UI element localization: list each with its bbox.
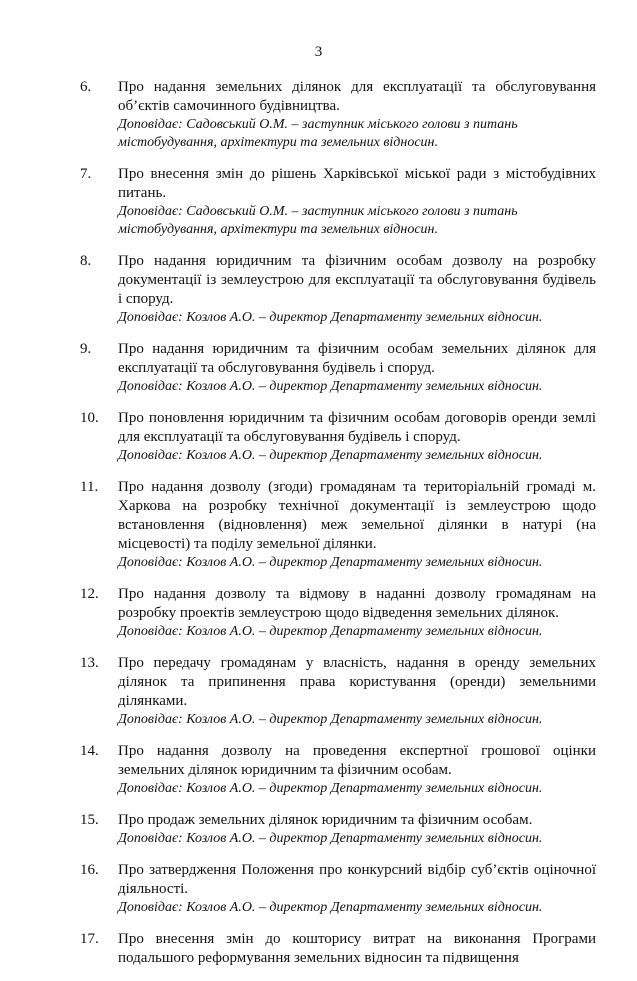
item-speaker: Доповідає: Козлов А.О. – директор Департаменту земельних відносин. (118, 712, 543, 727)
item-speaker: Доповідає: Козлов А.О. – директор Департаменту земельних відносин. (118, 379, 543, 394)
agenda-item (0, 340, 637, 396)
item-title: Про поновлення юридичним та фізичним особам договорів оренди землі для експлуатації та обслуговування будівель і споруд. (118, 410, 596, 445)
agenda-item (0, 409, 637, 465)
item-number: 10. (80, 410, 99, 426)
agenda-item (0, 742, 637, 798)
item-speaker: Доповідає: Козлов А.О. – директор Департаменту земельних відносин. (118, 310, 543, 325)
item-number: 7. (80, 166, 92, 182)
agenda-item (0, 930, 637, 968)
item-number: 11. (80, 479, 99, 495)
item-title: Про надання дозволу та відмову в наданні дозволу громадянам на розробку проектів землеустрою щодо відведення земельних ділянок. (118, 586, 596, 621)
item-speaker: Доповідає: Козлов А.О. – директор Департаменту земельних відносин. (118, 624, 543, 639)
page-number: 3 (314, 44, 323, 60)
agenda-list (0, 78, 637, 981)
item-number: 12. (80, 586, 99, 602)
item-title: Про надання земельних ділянок для експлуатації та обслуговування об’єктів самочинного будівництва. (118, 79, 596, 114)
item-title: Про надання юридичним та фізичним особам дозволу на розробку документації із землеустрою для експлуатації та обслуговування будівель і споруд. (118, 253, 596, 307)
item-number: 16. (80, 862, 99, 878)
item-speaker: Доповідає: Козлов А.О. – директор Департаменту земельних відносин. (118, 900, 543, 915)
item-title: Про внесення змін до рішень Харківської міської ради з містобудівних питань. (118, 166, 596, 201)
item-number: 8. (80, 253, 92, 269)
item-speaker: Доповідає: Козлов А.О. – директор Департаменту земельних відносин. (118, 831, 543, 846)
item-title: Про надання дозволу (згоди) громадянам та територіальній громаді м. Харкова на розробку технічної документації із землеустрою щодо встановлення (відновлення) меж земельної ділянки в натурі (на місцевості) та поділу земельної ділянки. (118, 479, 596, 552)
agenda-item (0, 811, 637, 848)
item-speaker: Доповідає: Козлов А.О. – директор Департаменту земельних відносин. (118, 555, 543, 570)
item-number: 17. (80, 931, 99, 947)
item-speaker: Доповідає: Козлов А.О. – директор Департаменту земельних відносин. (118, 781, 543, 796)
item-title: Про продаж земельних ділянок юридичним та фізичним особам. (118, 812, 533, 828)
agenda-item (0, 78, 637, 152)
item-title: Про надання юридичним та фізичним особам земельних ділянок для експлуатації та обслуговування будівель і споруд. (118, 341, 596, 376)
item-number: 13. (80, 655, 99, 671)
agenda-item (0, 654, 637, 729)
item-number: 9. (80, 341, 92, 357)
item-speaker: Доповідає: Садовський О.М. – заступник міського голови з питань містобудування, архітектури та земельних відносин. (118, 117, 518, 150)
agenda-item (0, 165, 637, 239)
item-title: Про передачу громадянам у власність, надання в оренду земельних ділянок та припинення права користування (оренди) земельними ділянками. (118, 655, 596, 709)
item-number: 6. (80, 79, 92, 95)
item-title: Про надання дозволу на проведення експертної грошової оцінки земельних ділянок юридичним та фізичним особам. (118, 743, 596, 778)
item-speaker: Доповідає: Козлов А.О. – директор Департаменту земельних відносин. (118, 448, 543, 463)
item-title: Про внесення змін до кошторису витрат на виконання Програми подальшого реформування земельних відносин та підвищення (118, 931, 596, 966)
item-speaker: Доповідає: Садовський О.М. – заступник міського голови з питань містобудування, архітектури та земельних відносин. (118, 204, 518, 237)
agenda-item (0, 478, 637, 572)
agenda-item (0, 861, 637, 917)
agenda-item (0, 252, 637, 327)
item-number: 15. (80, 812, 99, 828)
item-title: Про затвердження Положення про конкурсний відбір суб’єктів оціночної діяльності. (118, 862, 596, 897)
item-number: 14. (80, 743, 99, 759)
agenda-item (0, 585, 637, 641)
